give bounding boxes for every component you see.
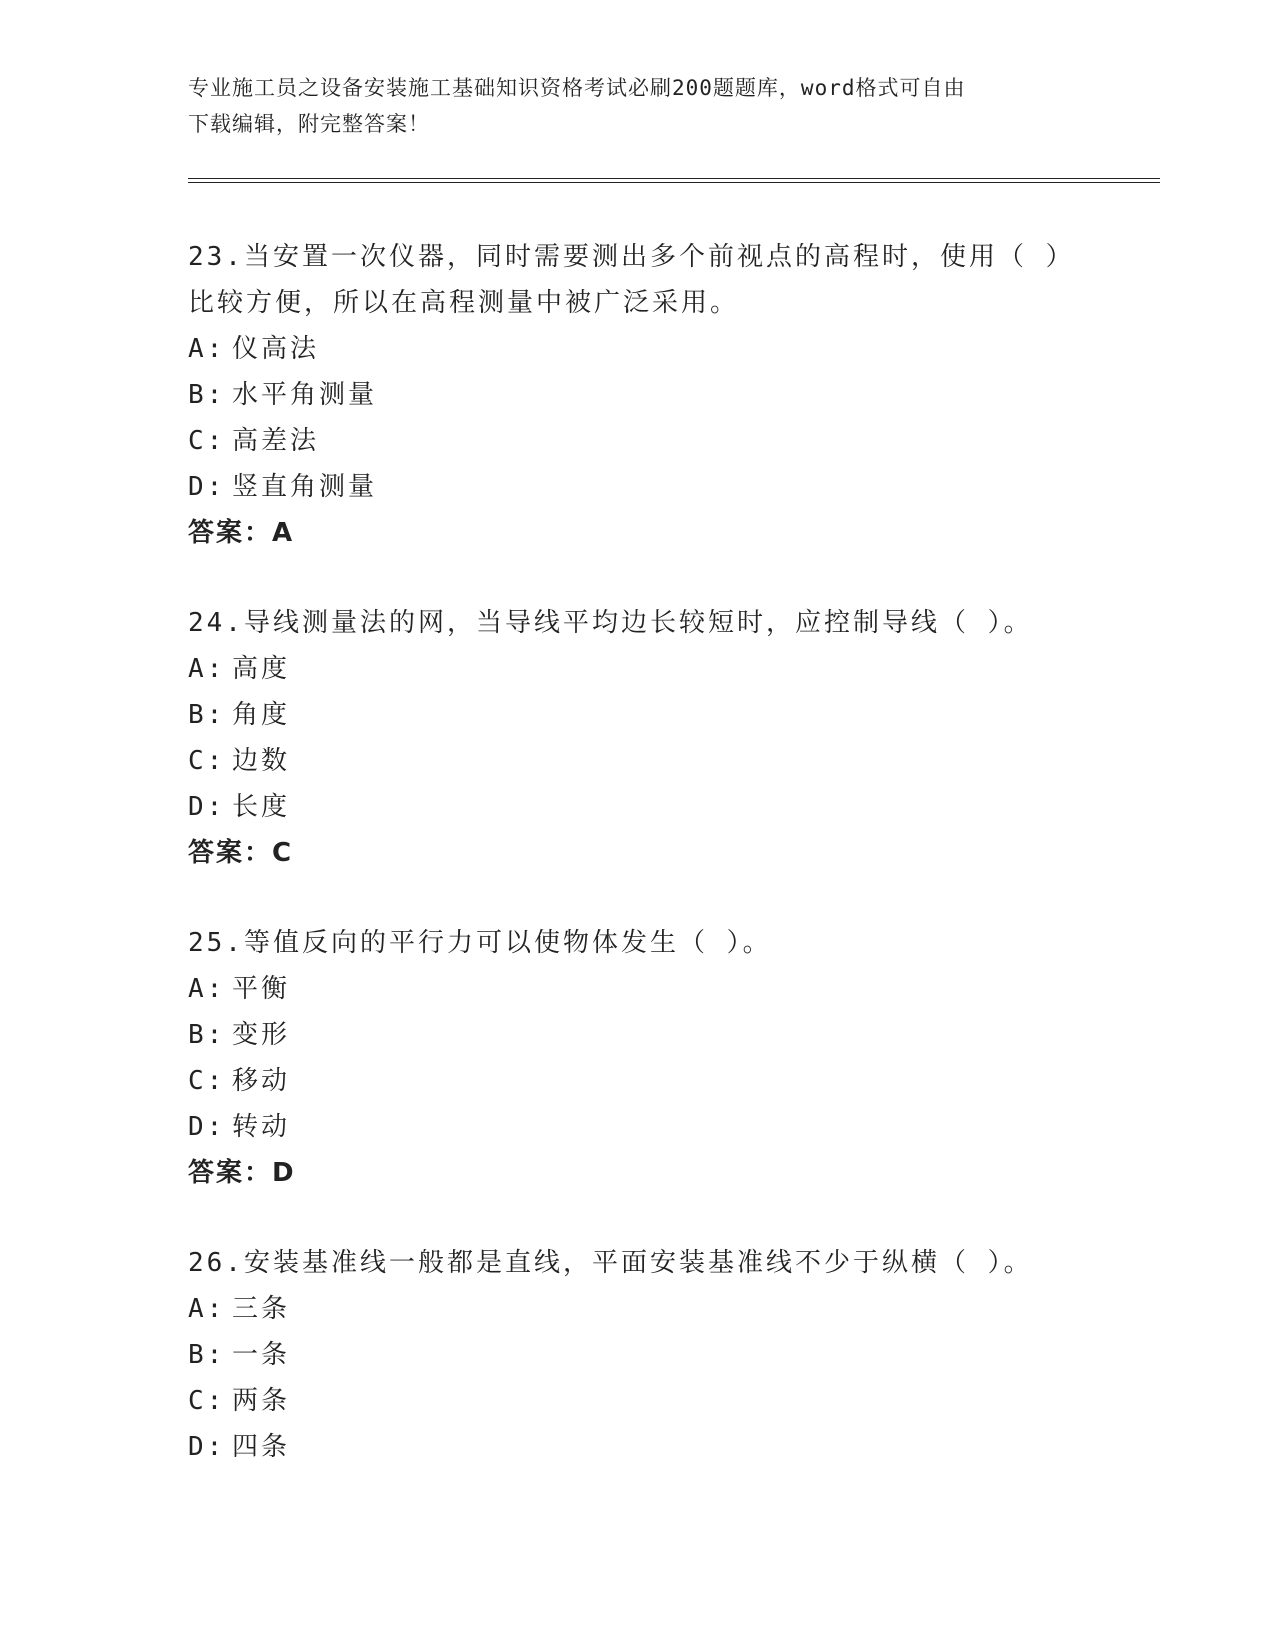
option-c: [188, 418, 1148, 464]
document-header: [188, 70, 1088, 142]
option-label: B:: [188, 700, 226, 730]
answer: 答案：C: [188, 838, 294, 868]
option-a: [188, 1286, 1148, 1332]
option-label: B:: [188, 380, 226, 410]
stem-line: 25.等值反向的平行力可以使物体发生（ ）。: [188, 928, 772, 958]
option-a: [188, 966, 1148, 1012]
option-label: B:: [188, 1340, 226, 1370]
option-label: C:: [188, 426, 226, 456]
option-text: 角度: [232, 700, 291, 730]
question-stem: [188, 234, 1075, 326]
header-line-2: 下载编辑，附完整答案！: [188, 112, 430, 136]
option-text: 移动: [232, 1066, 291, 1096]
option-c: [188, 738, 1148, 784]
option-c: [188, 1058, 1148, 1104]
option-c: [188, 1378, 1148, 1424]
option-a: [188, 326, 1148, 372]
question-26: [188, 1240, 1148, 1470]
option-label: A:: [188, 654, 226, 684]
option-d: [188, 784, 1148, 830]
stem-line: 23.当安置一次仪器，同时需要测出多个前视点的高程时，使用（ ）: [188, 242, 1075, 272]
header-divider-bottom: [188, 182, 1160, 183]
answer: 答案：D: [188, 1158, 296, 1188]
question-23: [188, 234, 1148, 556]
stem-line: 26.安装基准线一般都是直线，平面安装基准线不少于纵横（ ）。: [188, 1248, 1033, 1278]
option-d: [188, 1104, 1148, 1150]
option-text: 高度: [232, 654, 291, 684]
answer: 答案：A: [188, 518, 295, 548]
question-stem: [188, 600, 1068, 646]
option-text: 边数: [232, 746, 291, 776]
question-list: [188, 234, 1148, 1514]
option-a: [188, 646, 1148, 692]
question-24: [188, 600, 1148, 876]
option-label: C:: [188, 746, 226, 776]
option-text: 转动: [232, 1112, 291, 1142]
option-text: 水平角测量: [232, 380, 378, 410]
option-label: A:: [188, 334, 226, 364]
option-text: 高差法: [232, 426, 320, 456]
option-b: [188, 1012, 1148, 1058]
option-d: [188, 464, 1148, 510]
option-label: D:: [188, 1432, 226, 1462]
question-stem: [188, 920, 1068, 966]
question-stem: [188, 1240, 1068, 1286]
option-b: [188, 372, 1148, 418]
header-line-1: 专业施工员之设备安装施工基础知识资格考试必刷200题题库，word格式可自由: [188, 76, 966, 100]
option-label: D:: [188, 792, 226, 822]
stem-line: 24.导线测量法的网，当导线平均边长较短时，应控制导线（ ）。: [188, 608, 1033, 638]
option-text: 两条: [232, 1386, 291, 1416]
option-label: D:: [188, 1112, 226, 1142]
option-text: 平衡: [232, 974, 291, 1004]
option-d: [188, 1424, 1148, 1470]
option-label: C:: [188, 1386, 226, 1416]
stem-line: 比较方便，所以在高程测量中被广泛采用。: [188, 288, 740, 318]
option-b: [188, 692, 1148, 738]
option-b: [188, 1332, 1148, 1378]
option-label: A:: [188, 974, 226, 1004]
option-text: 长度: [232, 792, 291, 822]
option-text: 竖直角测量: [232, 472, 378, 502]
option-text: 一条: [232, 1340, 291, 1370]
option-label: D:: [188, 472, 226, 502]
header-divider-top: [188, 178, 1160, 179]
option-label: B:: [188, 1020, 226, 1050]
question-25: [188, 920, 1148, 1196]
option-text: 变形: [232, 1020, 291, 1050]
option-label: A:: [188, 1294, 226, 1324]
option-label: C:: [188, 1066, 226, 1096]
option-text: 三条: [232, 1294, 291, 1324]
option-text: 四条: [232, 1432, 291, 1462]
option-text: 仪高法: [232, 334, 320, 364]
